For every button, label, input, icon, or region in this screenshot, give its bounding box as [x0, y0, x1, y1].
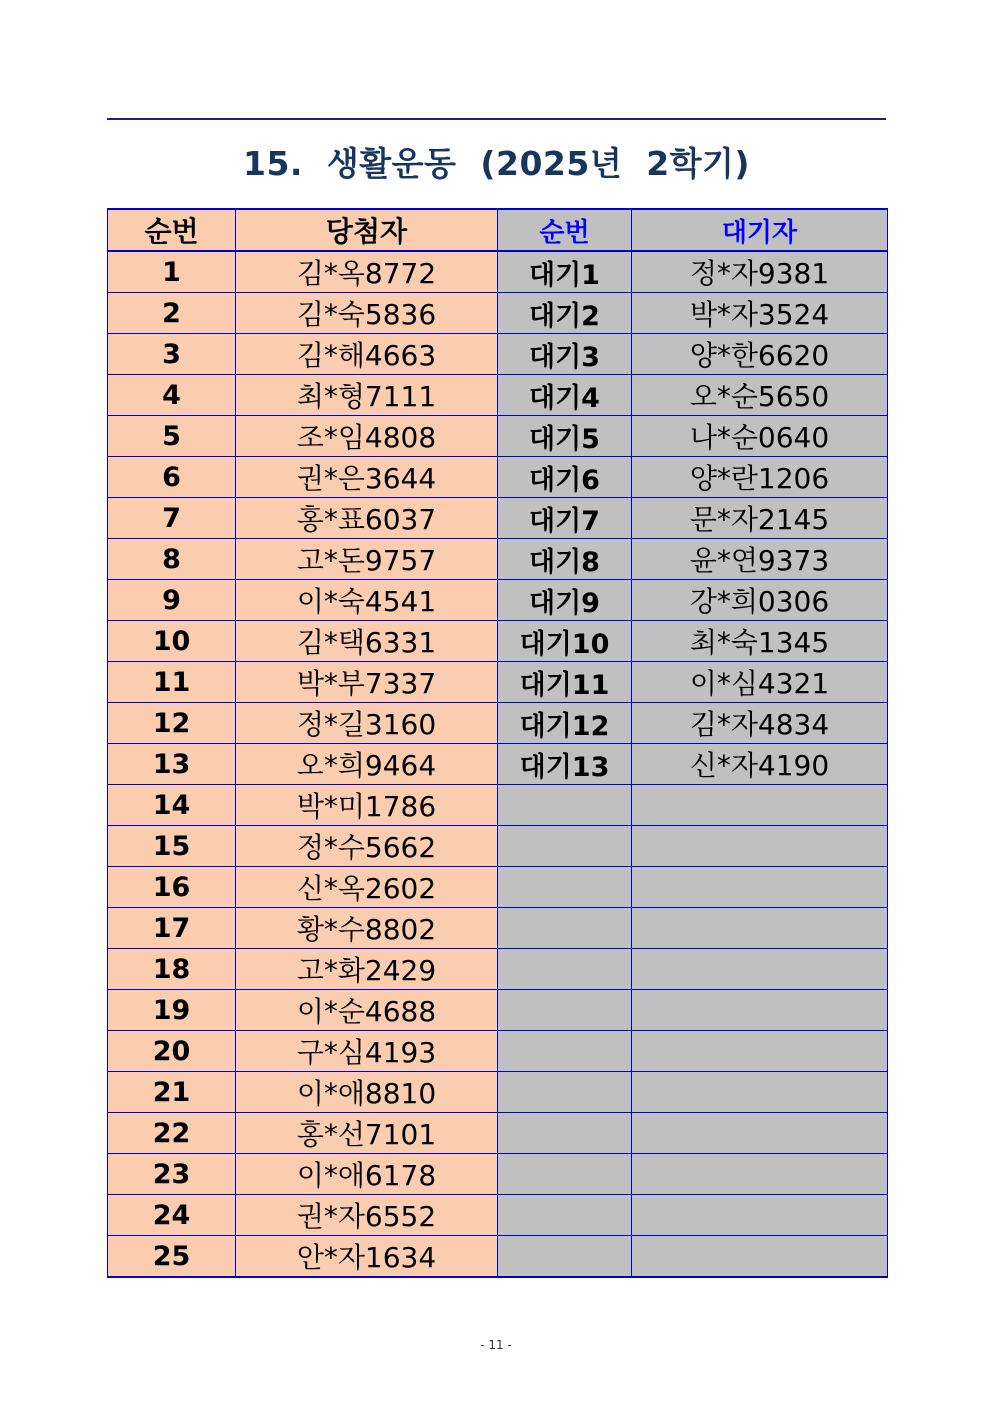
table-row	[108, 498, 888, 539]
waitlist-number-cell: 대기10	[498, 621, 632, 662]
table-row	[108, 251, 888, 293]
waitlist-number-cell: 대기8	[498, 539, 632, 580]
waitlist-name-cell: 최*숙1345	[632, 621, 888, 662]
winner-name-cell: 고*돈9757	[236, 539, 498, 580]
winner-number-cell: 12	[108, 703, 236, 744]
winner-name-cell: 황*수8802	[236, 908, 498, 949]
winner-name-cell: 최*형7111	[236, 375, 498, 416]
winner-number-cell: 1	[108, 251, 236, 293]
winner-number-cell: 23	[108, 1154, 236, 1195]
waitlist-name-cell: 정*자9381	[632, 251, 888, 293]
winner-number-cell: 17	[108, 908, 236, 949]
winner-name-cell: 김*택6331	[236, 621, 498, 662]
waitlist-name-cell	[632, 990, 888, 1031]
table-row	[108, 703, 888, 744]
winner-name-cell: 이*애6178	[236, 1154, 498, 1195]
winner-name-cell: 권*은3644	[236, 457, 498, 498]
waitlist-number-cell	[498, 1031, 632, 1072]
lottery-table	[107, 208, 888, 1278]
waitlist-number-cell: 대기6	[498, 457, 632, 498]
waitlist-name-cell: 이*심4321	[632, 662, 888, 703]
table-row	[108, 1236, 888, 1278]
winner-name-cell: 홍*선7101	[236, 1113, 498, 1154]
winner-name-cell: 권*자6552	[236, 1195, 498, 1236]
winner-number-cell: 13	[108, 744, 236, 785]
table-row	[108, 1113, 888, 1154]
header-winner-name: 당첨자	[236, 209, 498, 251]
table-row	[108, 785, 888, 826]
table-row	[108, 539, 888, 580]
waitlist-name-cell: 나*순0640	[632, 416, 888, 457]
table-row	[108, 1031, 888, 1072]
waitlist-name-cell: 양*란1206	[632, 457, 888, 498]
winner-name-cell: 김*해4663	[236, 334, 498, 375]
waitlist-number-cell	[498, 826, 632, 867]
waitlist-number-cell: 대기9	[498, 580, 632, 621]
waitlist-number-cell	[498, 1236, 632, 1278]
waitlist-name-cell	[632, 826, 888, 867]
winner-number-cell: 10	[108, 621, 236, 662]
waitlist-name-cell	[632, 1113, 888, 1154]
waitlist-number-cell	[498, 785, 632, 826]
page-number: - 11 -	[480, 1338, 512, 1352]
waitlist-name-cell	[632, 1236, 888, 1278]
winner-number-cell: 14	[108, 785, 236, 826]
waitlist-name-cell	[632, 867, 888, 908]
table-row	[108, 1195, 888, 1236]
waitlist-name-cell: 오*순5650	[632, 375, 888, 416]
table-row	[108, 334, 888, 375]
waitlist-number-cell: 대기5	[498, 416, 632, 457]
waitlist-number-cell	[498, 990, 632, 1031]
waitlist-number-cell	[498, 949, 632, 990]
winner-number-cell: 3	[108, 334, 236, 375]
winner-name-cell: 이*숙4541	[236, 580, 498, 621]
waitlist-number-cell	[498, 908, 632, 949]
waitlist-name-cell: 박*자3524	[632, 293, 888, 334]
winner-number-cell: 21	[108, 1072, 236, 1113]
winner-number-cell: 6	[108, 457, 236, 498]
top-rule	[107, 118, 886, 120]
table-row	[108, 1072, 888, 1113]
waitlist-number-cell	[498, 1195, 632, 1236]
table-row	[108, 990, 888, 1031]
waitlist-number-cell: 대기11	[498, 662, 632, 703]
winner-number-cell: 8	[108, 539, 236, 580]
winner-name-cell: 박*미1786	[236, 785, 498, 826]
table-row	[108, 375, 888, 416]
header-waitlist-number: 순번	[498, 209, 632, 251]
table-row	[108, 621, 888, 662]
table-row	[108, 867, 888, 908]
waitlist-number-cell	[498, 1154, 632, 1195]
winner-number-cell: 5	[108, 416, 236, 457]
header-waitlist-name: 대기자	[632, 209, 888, 251]
winner-number-cell: 20	[108, 1031, 236, 1072]
winner-number-cell: 16	[108, 867, 236, 908]
table-row	[108, 293, 888, 334]
waitlist-number-cell: 대기4	[498, 375, 632, 416]
winner-name-cell: 구*심4193	[236, 1031, 498, 1072]
table-row	[108, 580, 888, 621]
winner-number-cell: 4	[108, 375, 236, 416]
waitlist-number-cell: 대기13	[498, 744, 632, 785]
winner-number-cell: 11	[108, 662, 236, 703]
winner-number-cell: 19	[108, 990, 236, 1031]
table-row	[108, 1154, 888, 1195]
winner-number-cell: 15	[108, 826, 236, 867]
winner-name-cell: 정*수5662	[236, 826, 498, 867]
waitlist-name-cell	[632, 908, 888, 949]
table-body	[108, 251, 888, 1277]
waitlist-number-cell: 대기2	[498, 293, 632, 334]
winner-name-cell: 이*순4688	[236, 990, 498, 1031]
waitlist-number-cell: 대기7	[498, 498, 632, 539]
winner-name-cell: 정*길3160	[236, 703, 498, 744]
page-title: 15. 생활운동 (2025년 2학기)	[242, 144, 750, 183]
waitlist-name-cell	[632, 1072, 888, 1113]
winner-name-cell: 안*자1634	[236, 1236, 498, 1278]
waitlist-number-cell: 대기3	[498, 334, 632, 375]
winner-number-cell: 9	[108, 580, 236, 621]
waitlist-name-cell: 김*자4834	[632, 703, 888, 744]
winner-name-cell: 이*애8810	[236, 1072, 498, 1113]
table-row	[108, 416, 888, 457]
waitlist-number-cell	[498, 1072, 632, 1113]
waitlist-name-cell	[632, 1031, 888, 1072]
waitlist-name-cell: 강*희0306	[632, 580, 888, 621]
winner-name-cell: 홍*표6037	[236, 498, 498, 539]
winner-name-cell: 김*숙5836	[236, 293, 498, 334]
header-winner-number: 순번	[108, 209, 236, 251]
table-row	[108, 457, 888, 498]
table-row	[108, 662, 888, 703]
waitlist-name-cell	[632, 1154, 888, 1195]
table-row	[108, 949, 888, 990]
waitlist-number-cell	[498, 867, 632, 908]
waitlist-number-cell	[498, 1113, 632, 1154]
waitlist-name-cell	[632, 1195, 888, 1236]
winner-name-cell: 김*옥8772	[236, 251, 498, 293]
table-header-row	[108, 209, 888, 251]
winner-number-cell: 25	[108, 1236, 236, 1278]
table-row	[108, 826, 888, 867]
winner-name-cell: 오*희9464	[236, 744, 498, 785]
waitlist-number-cell: 대기1	[498, 251, 632, 293]
waitlist-name-cell	[632, 785, 888, 826]
winner-name-cell: 고*화2429	[236, 949, 498, 990]
waitlist-name-cell: 양*한6620	[632, 334, 888, 375]
waitlist-name-cell	[632, 949, 888, 990]
winner-number-cell: 7	[108, 498, 236, 539]
winner-number-cell: 24	[108, 1195, 236, 1236]
winner-name-cell: 조*임4808	[236, 416, 498, 457]
winner-name-cell: 신*옥2602	[236, 867, 498, 908]
table-row	[108, 908, 888, 949]
winner-number-cell: 18	[108, 949, 236, 990]
winner-number-cell: 22	[108, 1113, 236, 1154]
table-row	[108, 744, 888, 785]
waitlist-name-cell: 문*자2145	[632, 498, 888, 539]
waitlist-name-cell: 윤*연9373	[632, 539, 888, 580]
waitlist-number-cell: 대기12	[498, 703, 632, 744]
winner-number-cell: 2	[108, 293, 236, 334]
winner-name-cell: 박*부7337	[236, 662, 498, 703]
waitlist-name-cell: 신*자4190	[632, 744, 888, 785]
